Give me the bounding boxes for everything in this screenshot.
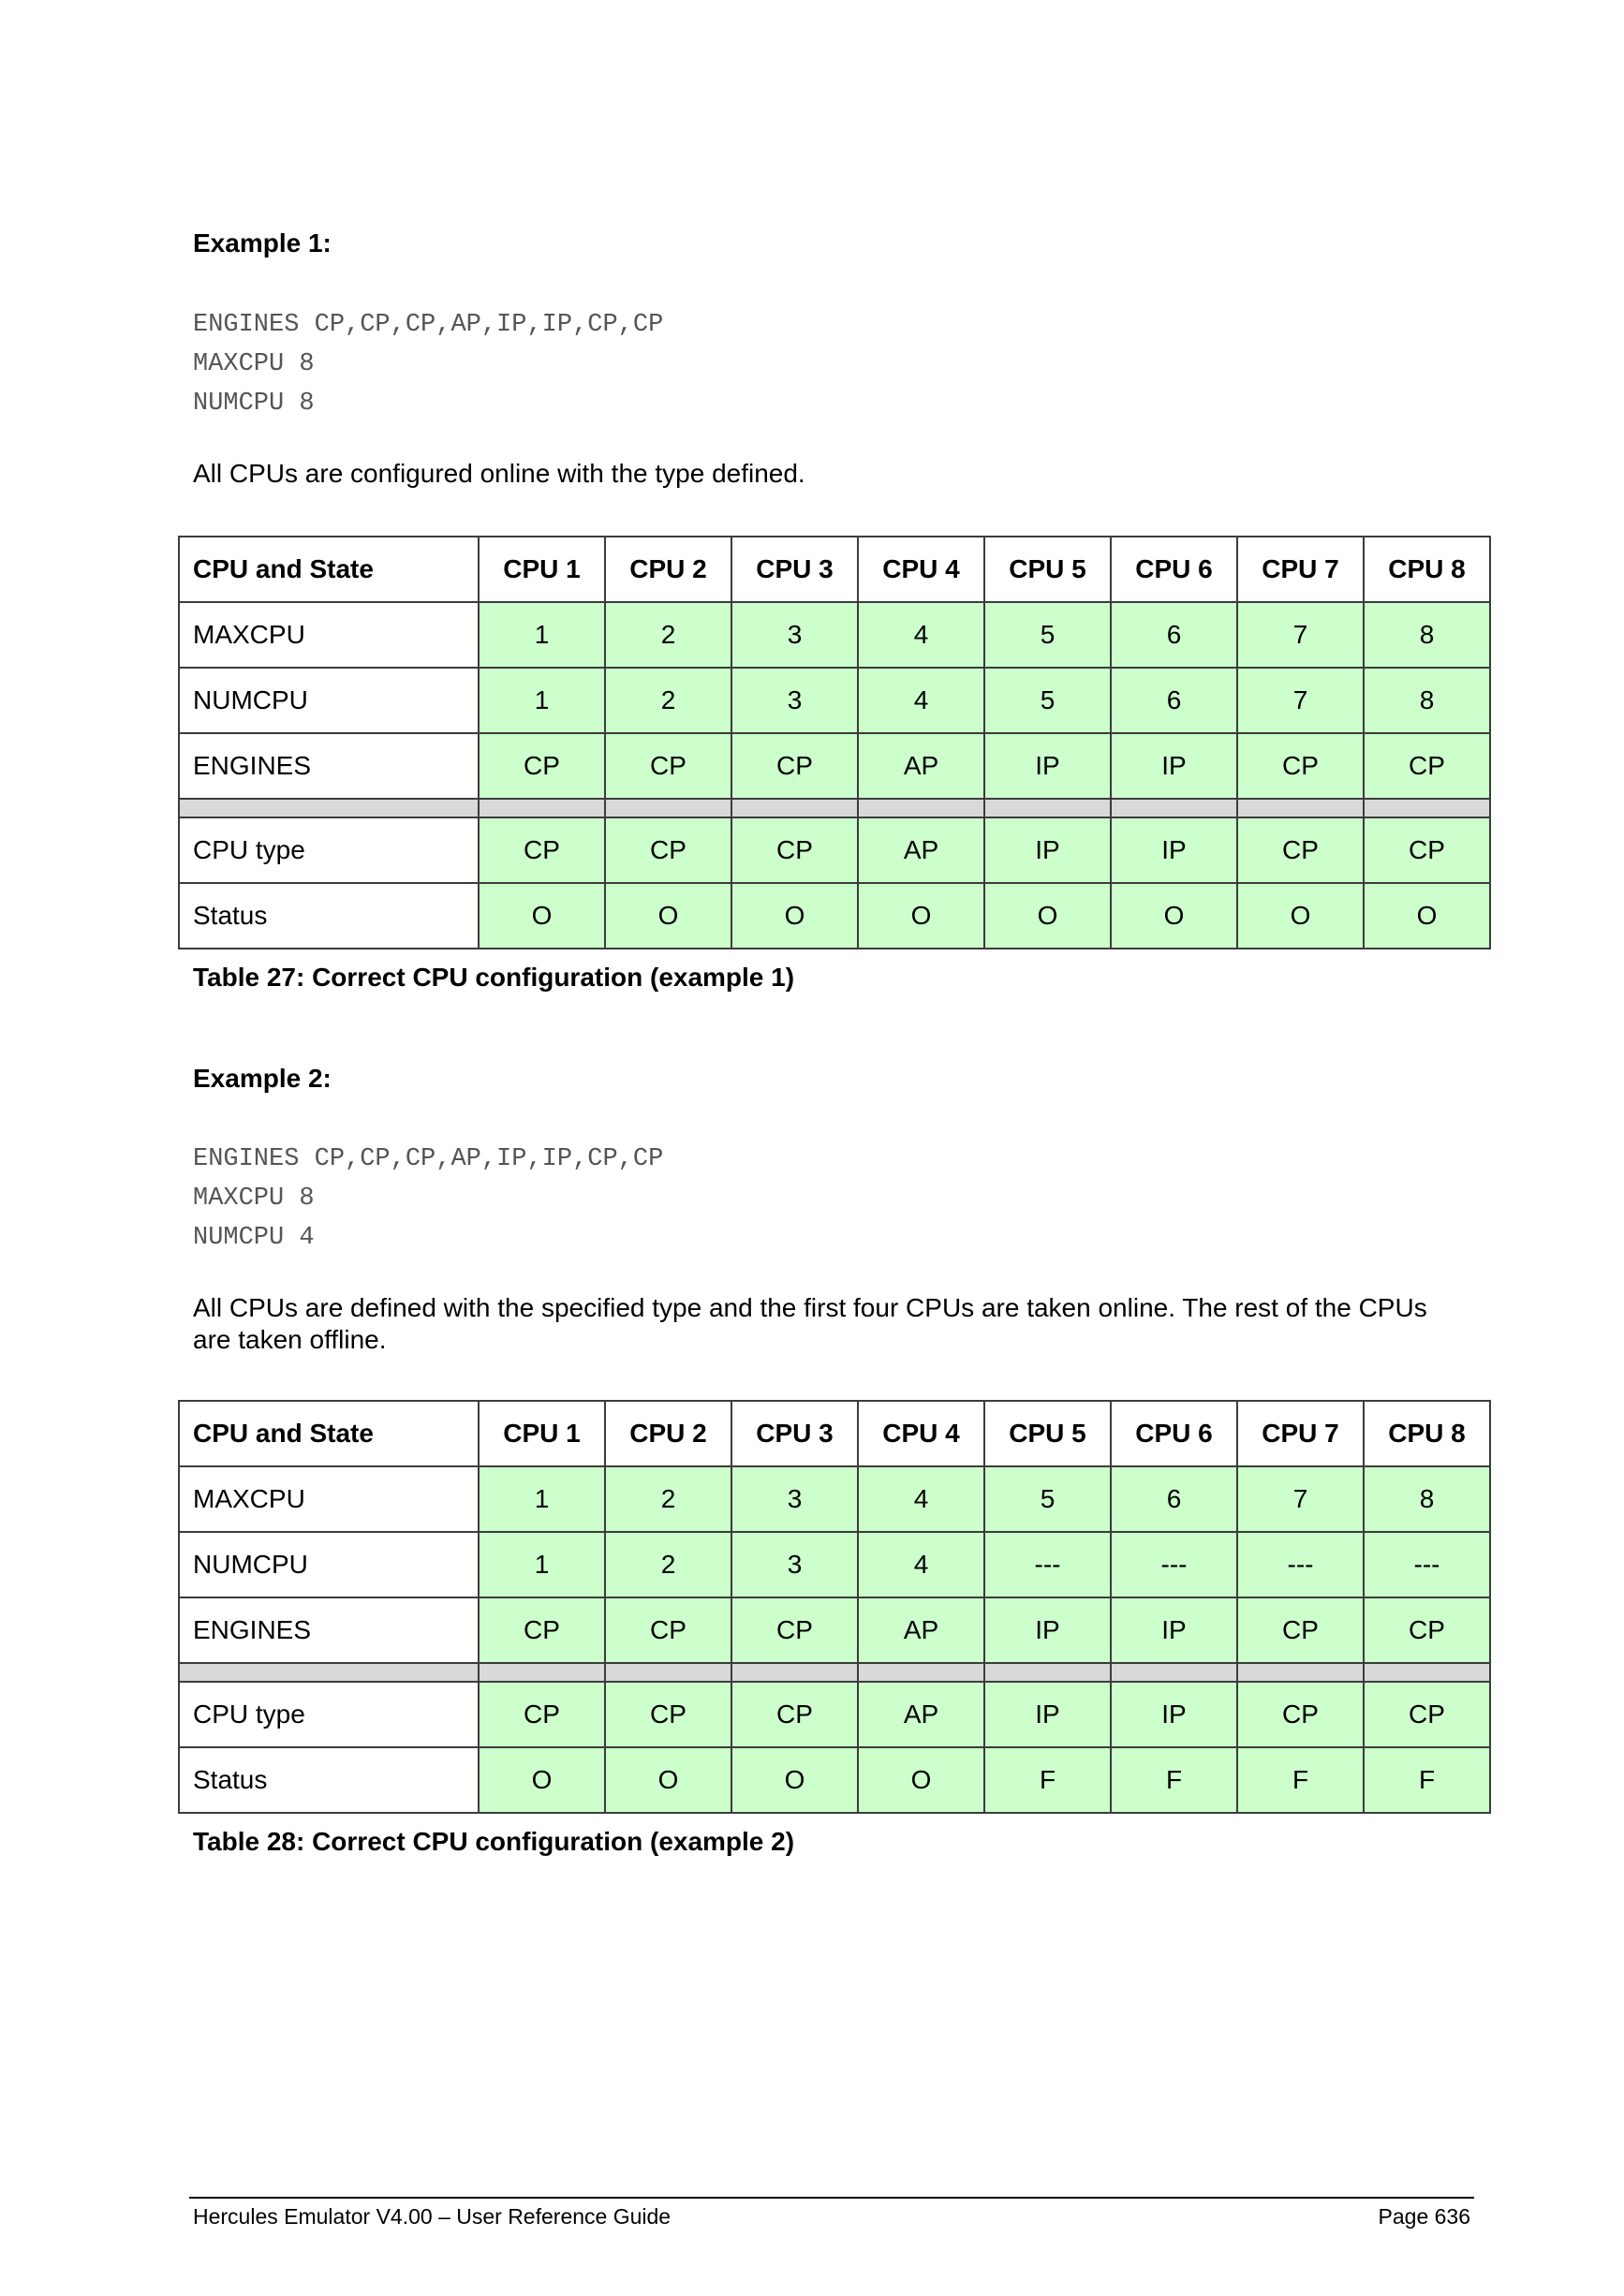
table-cell: --- — [1237, 1532, 1364, 1597]
row-label: Status — [179, 1747, 479, 1813]
table-cell: CP — [1237, 733, 1364, 799]
table-cell: O — [984, 883, 1111, 949]
column-header: CPU 1 — [479, 1401, 605, 1466]
table-27-caption: Table 27: Correct CPU configuration (example 1) — [193, 963, 795, 992]
table-cell: CP — [731, 817, 858, 883]
example-2-code — [193, 1140, 663, 1258]
table-cell: CP — [605, 1682, 731, 1747]
table-cell: 2 — [605, 668, 731, 733]
example-1-heading: Example 1: — [193, 228, 332, 258]
column-header: CPU 1 — [479, 537, 605, 602]
table-row — [179, 733, 1490, 799]
table-cell: AP — [858, 1682, 984, 1747]
table-row — [179, 1682, 1490, 1747]
separator-cell — [479, 1663, 605, 1682]
separator-cell — [1111, 1663, 1237, 1682]
column-header: CPU 3 — [731, 537, 858, 602]
separator-cell — [179, 799, 479, 817]
example-2-heading: Example 2: — [193, 1064, 332, 1093]
table-cell: O — [858, 883, 984, 949]
column-header: CPU and State — [179, 1401, 479, 1466]
code-line: NUMCPU 4 — [193, 1224, 315, 1252]
table-cell: CP — [479, 1597, 605, 1663]
table-cell: 7 — [1237, 1466, 1364, 1532]
table-cell: 3 — [731, 602, 858, 668]
table-row — [179, 1747, 1490, 1813]
separator-cell — [179, 1663, 479, 1682]
column-header: CPU 3 — [731, 1401, 858, 1466]
column-header: CPU 4 — [858, 537, 984, 602]
table-cell: O — [479, 883, 605, 949]
table-cell: IP — [984, 733, 1111, 799]
table-cell: O — [858, 1747, 984, 1813]
table-cell: O — [1111, 883, 1237, 949]
footer-rule — [189, 2197, 1474, 2199]
table-cell: F — [984, 1747, 1111, 1813]
table-cell: O — [479, 1747, 605, 1813]
row-label: NUMCPU — [179, 668, 479, 733]
column-header: CPU 2 — [605, 1401, 731, 1466]
table-28-caption: Table 28: Correct CPU configuration (example 2) — [193, 1827, 795, 1856]
table-cell: 3 — [731, 1466, 858, 1532]
table-cell: CP — [605, 1597, 731, 1663]
table-cell: 2 — [605, 602, 731, 668]
code-line: MAXCPU 8 — [193, 1185, 315, 1213]
separator-row — [179, 799, 1490, 817]
table-cell: 2 — [605, 1532, 731, 1597]
footer-title: Hercules Emulator V4.00 – User Reference Guide — [193, 2204, 672, 2229]
table-cell: 1 — [479, 602, 605, 668]
table-row — [179, 1466, 1490, 1532]
cpu-config-table-1 — [178, 536, 1491, 949]
column-header: CPU 7 — [1237, 537, 1364, 602]
table-cell: 4 — [858, 1532, 984, 1597]
table-cell: CP — [731, 1682, 858, 1747]
table-cell: 7 — [1237, 602, 1364, 668]
table-cell: CP — [1364, 1597, 1490, 1663]
table-cell: O — [731, 883, 858, 949]
table-cell: O — [1364, 883, 1490, 949]
column-header: CPU 5 — [984, 537, 1111, 602]
table-cell: 4 — [858, 1466, 984, 1532]
table-cell: CP — [1237, 817, 1364, 883]
table-cell: CP — [479, 817, 605, 883]
row-label: NUMCPU — [179, 1532, 479, 1597]
cpu-config-table-2 — [178, 1400, 1491, 1814]
table-cell: 4 — [858, 602, 984, 668]
column-header: CPU 5 — [984, 1401, 1111, 1466]
table-row — [179, 602, 1490, 668]
table-cell: 1 — [479, 1466, 605, 1532]
table-cell: O — [605, 1747, 731, 1813]
table-cell: 1 — [479, 1532, 605, 1597]
table-cell: AP — [858, 733, 984, 799]
table-cell: 8 — [1364, 668, 1490, 733]
separator-cell — [479, 799, 605, 817]
table-cell: CP — [479, 733, 605, 799]
separator-cell — [984, 799, 1111, 817]
table-cell: CP — [605, 733, 731, 799]
table-cell: --- — [1111, 1532, 1237, 1597]
table-cell: --- — [984, 1532, 1111, 1597]
separator-cell — [1364, 1663, 1490, 1682]
footer-page-number: Page 636 — [1378, 2204, 1470, 2229]
separator-cell — [605, 1663, 731, 1682]
row-label: MAXCPU — [179, 1466, 479, 1532]
table-cell: F — [1237, 1747, 1364, 1813]
table-cell: IP — [1111, 733, 1237, 799]
table-cell: CP — [479, 1682, 605, 1747]
example-1-code — [193, 305, 663, 423]
row-label: Status — [179, 883, 479, 949]
table-cell: AP — [858, 817, 984, 883]
table-cell: IP — [984, 817, 1111, 883]
table-cell: CP — [731, 1597, 858, 1663]
table-cell: CP — [605, 817, 731, 883]
table-cell: --- — [1364, 1532, 1490, 1597]
table-cell: 5 — [984, 668, 1111, 733]
table-cell: 5 — [984, 602, 1111, 668]
column-header: CPU 7 — [1237, 1401, 1364, 1466]
separator-cell — [984, 1663, 1111, 1682]
separator-cell — [1237, 799, 1364, 817]
table-row — [179, 817, 1490, 883]
row-label: CPU type — [179, 1682, 479, 1747]
separator-cell — [1364, 799, 1490, 817]
row-label: MAXCPU — [179, 602, 479, 668]
table-cell: IP — [984, 1597, 1111, 1663]
code-line: NUMCPU 8 — [193, 390, 315, 418]
table-cell: 3 — [731, 1532, 858, 1597]
table-cell: 3 — [731, 668, 858, 733]
column-header: CPU 6 — [1111, 537, 1237, 602]
separator-cell — [605, 799, 731, 817]
table-cell: O — [605, 883, 731, 949]
table-row — [179, 883, 1490, 949]
code-line: ENGINES CP,CP,CP,AP,IP,IP,CP,CP — [193, 311, 664, 339]
table-cell: 8 — [1364, 602, 1490, 668]
table-cell: CP — [1364, 817, 1490, 883]
table-cell: AP — [858, 1597, 984, 1663]
table-row — [179, 668, 1490, 733]
row-label: ENGINES — [179, 1597, 479, 1663]
table-cell: O — [1237, 883, 1364, 949]
separator-cell — [1237, 1663, 1364, 1682]
table-cell: IP — [984, 1682, 1111, 1747]
row-label: CPU type — [179, 817, 479, 883]
table-cell: F — [1364, 1747, 1490, 1813]
table-cell: IP — [1111, 1682, 1237, 1747]
table-cell: CP — [1237, 1682, 1364, 1747]
table-cell: 7 — [1237, 668, 1364, 733]
table-cell: CP — [1237, 1597, 1364, 1663]
table-cell: 2 — [605, 1466, 731, 1532]
table-cell: O — [731, 1747, 858, 1813]
table-cell: F — [1111, 1747, 1237, 1813]
table-cell: IP — [1111, 1597, 1237, 1663]
column-header: CPU and State — [179, 537, 479, 602]
table-row — [179, 1532, 1490, 1597]
column-header: CPU 8 — [1364, 537, 1490, 602]
table-cell: 4 — [858, 668, 984, 733]
table-cell: CP — [1364, 1682, 1490, 1747]
code-line: ENGINES CP,CP,CP,AP,IP,IP,CP,CP — [193, 1145, 664, 1173]
table-cell: 6 — [1111, 602, 1237, 668]
separator-row — [179, 1663, 1490, 1682]
example-1-description: All CPUs are configured online with the type defined. — [193, 459, 805, 488]
table-cell: CP — [731, 733, 858, 799]
column-header: CPU 8 — [1364, 1401, 1490, 1466]
separator-cell — [858, 799, 984, 817]
table-cell: IP — [1111, 817, 1237, 883]
column-header: CPU 2 — [605, 537, 731, 602]
table-cell: 1 — [479, 668, 605, 733]
separator-cell — [858, 1663, 984, 1682]
table-row — [179, 1597, 1490, 1663]
column-header: CPU 4 — [858, 1401, 984, 1466]
table-cell: 8 — [1364, 1466, 1490, 1532]
separator-cell — [1111, 799, 1237, 817]
code-line: MAXCPU 8 — [193, 350, 315, 378]
table-cell: 5 — [984, 1466, 1111, 1532]
separator-cell — [731, 799, 858, 817]
row-label: ENGINES — [179, 733, 479, 799]
column-header: CPU 6 — [1111, 1401, 1237, 1466]
table-cell: CP — [1364, 733, 1490, 799]
example-2-description: All CPUs are defined with the specified type and the first four CPUs are taken online. The rest of the CPUs are taken offline. — [193, 1293, 1427, 1354]
separator-cell — [731, 1663, 858, 1682]
table-cell: 6 — [1111, 668, 1237, 733]
table-cell: 6 — [1111, 1466, 1237, 1532]
